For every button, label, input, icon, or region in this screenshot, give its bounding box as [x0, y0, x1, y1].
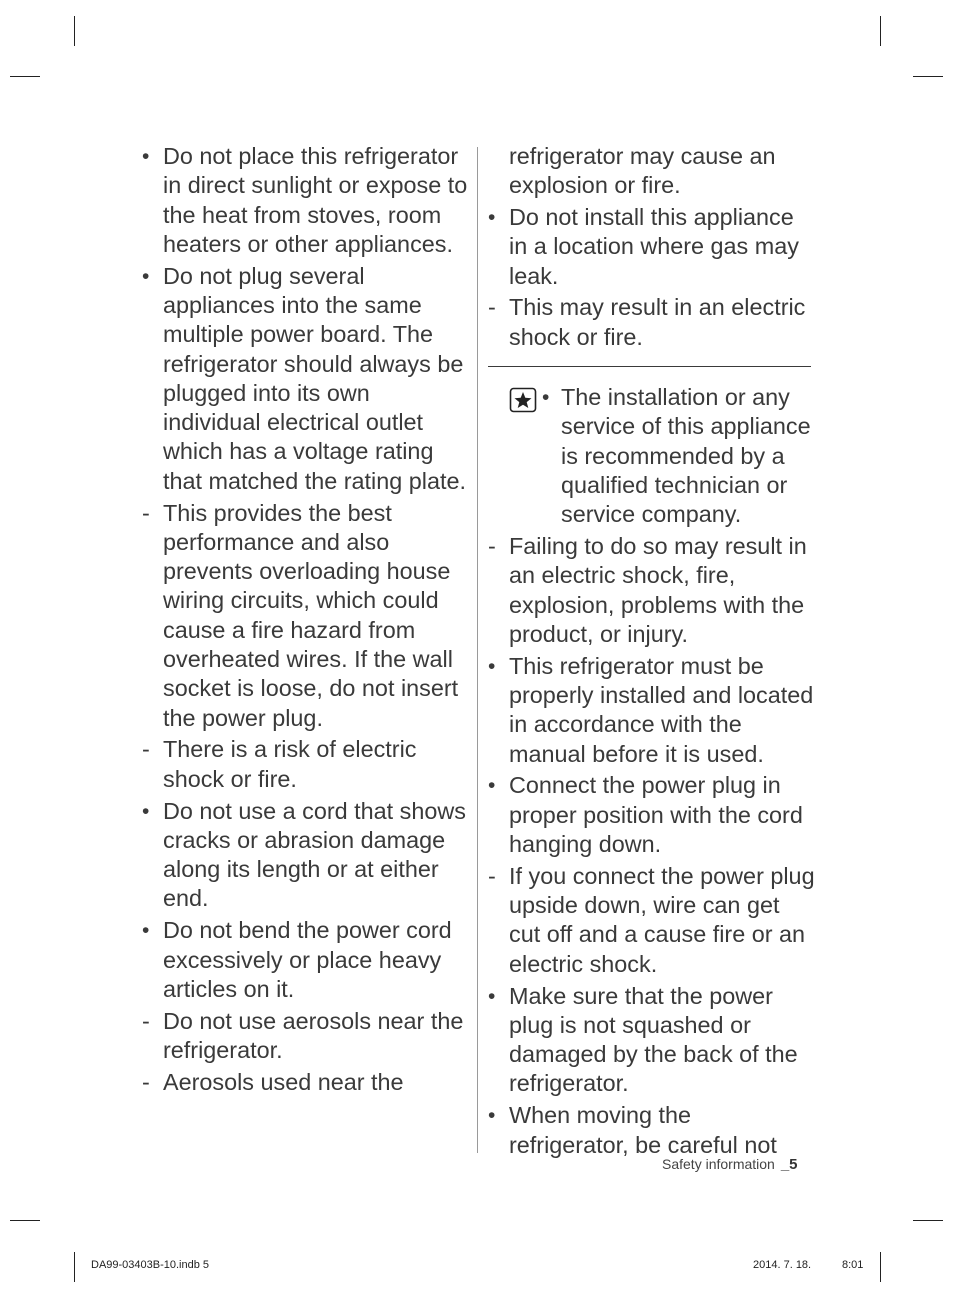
bullet-marker: • — [488, 206, 496, 230]
crop-mark — [10, 76, 40, 77]
item-text: Do not install this appliance in a location where gas may leak. — [509, 204, 799, 289]
item-text: Do not plug several appliances into the same multiple power board. The refrigerator should always be plugged into its own individual electrical outlet which has a voltage rating that matched the rating plate. — [163, 262, 466, 494]
crop-mark — [74, 16, 75, 46]
crop-mark — [10, 1220, 40, 1221]
star-note-icon — [509, 387, 537, 413]
bullet-marker: • — [542, 386, 550, 410]
item-text: Failing to do so may result in an electric shock, fire, explosion, problems with the product, or injury. — [509, 533, 807, 647]
bullet-item — [487, 652, 815, 769]
dash-marker: - — [488, 294, 496, 321]
crop-mark — [913, 76, 943, 77]
slug-time: 8:01 — [842, 1259, 864, 1271]
item-text: There is a risk of electric shock or fire. — [163, 736, 417, 792]
column-divider — [477, 147, 478, 1153]
bullet-marker: • — [488, 984, 496, 1008]
dash-item — [141, 1068, 471, 1097]
crop-mark — [880, 1252, 881, 1282]
dash-marker: - — [142, 499, 150, 526]
left-column — [141, 142, 471, 1100]
bullet-item — [141, 262, 471, 496]
dash-item — [141, 1007, 471, 1066]
bullet-marker: • — [142, 145, 150, 168]
bullet-item — [487, 771, 815, 859]
dash-item — [487, 293, 815, 352]
continued-text — [487, 142, 815, 201]
item-text: Connect the power plug in proper position with the cord hanging down. — [509, 772, 803, 858]
item-text: Do not bend the power cord excessively or place heavy articles on it. — [163, 917, 452, 1002]
dash-item — [141, 735, 471, 794]
note-text: The installation or any service of this appliance is recommended by a qualified technician or service company. — [561, 384, 811, 528]
bullet-marker: • — [142, 919, 150, 943]
crop-mark — [913, 1220, 943, 1221]
slug-date: 2014. 7. 18. — [753, 1259, 812, 1271]
section-title: Safety information — [662, 1156, 775, 1172]
bullet-item — [487, 982, 815, 1099]
dash-marker: - — [142, 1068, 150, 1095]
item-text: refrigerator may cause an explosion or fire. — [509, 143, 776, 199]
bullet-item — [141, 142, 471, 259]
dash-marker: - — [142, 1007, 150, 1034]
item-text: Do not place this refrigerator in direct sunlight or expose to the heat from stoves, room heaters or other appliances. — [163, 143, 468, 257]
crop-mark — [74, 1252, 75, 1282]
bullet-marker: • — [488, 1104, 496, 1128]
dash-marker: - — [142, 736, 150, 763]
item-text: Do not use aerosols near the refrigerator. — [163, 1007, 464, 1063]
bullet-item — [141, 797, 471, 914]
right-column — [487, 142, 815, 1162]
right-column-warnings — [487, 142, 815, 352]
bullet-marker: • — [142, 799, 150, 823]
item-text: If you connect the power plug upside down, wire can get cut off and a cause fire or an electric shock. — [509, 862, 815, 977]
section-rule — [488, 366, 811, 367]
right-column-instructions — [487, 532, 815, 1160]
dash-item — [487, 862, 815, 979]
page-footer — [662, 1156, 798, 1173]
dash-marker: - — [488, 862, 496, 889]
bullet-item — [141, 916, 471, 1004]
bullet-marker: • — [488, 654, 496, 678]
item-text: This refrigerator must be properly installed and located in accordance with the manual before it is used. — [509, 652, 814, 767]
item-text: This may result in an electric shock or fire. — [509, 294, 806, 350]
bullet-marker: • — [488, 774, 496, 798]
note-item — [487, 383, 815, 529]
item-text: Make sure that the power plug is not squashed or damaged by the back of the refrigerator. — [509, 982, 798, 1097]
dash-marker: - — [488, 533, 496, 560]
bullet-item — [487, 1101, 815, 1160]
item-text: Do not use a cord that shows cracks or abrasion damage along its length or at either end. — [163, 797, 466, 912]
item-text: This provides the best performance and also prevents overloading house wiring circuits, which could cause a fire hazard from overheated wires. If the wall socket is loose, do not insert the power plug. — [163, 499, 459, 731]
bullet-item — [487, 203, 815, 291]
dash-item — [487, 532, 815, 649]
slug-filename: DA99-03403B-10.indb 5 — [91, 1259, 210, 1271]
page-number: _5 — [780, 1156, 798, 1173]
dash-item — [141, 499, 471, 733]
item-text: When moving the refrigerator, be careful not — [509, 1102, 777, 1158]
crop-mark — [880, 16, 881, 46]
bullet-marker: • — [142, 264, 150, 288]
item-text: Aerosols used near the — [163, 1068, 404, 1095]
